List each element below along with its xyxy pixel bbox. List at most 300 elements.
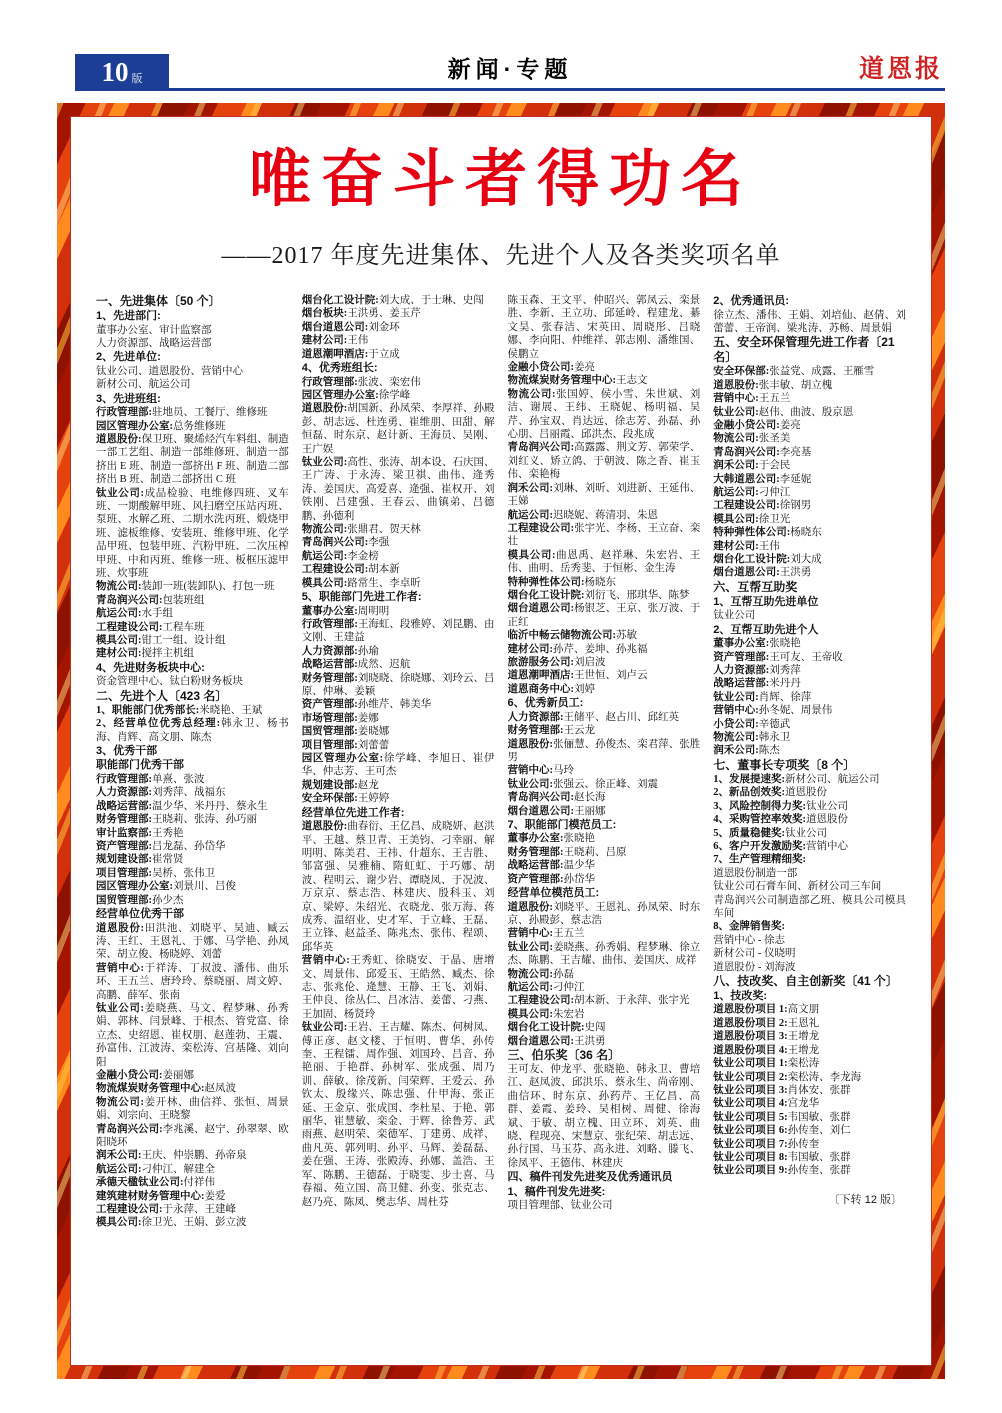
names-line: 道恩股份制造一部 — [713, 867, 798, 879]
award-entry: 建筑建材财务管理中心:姜爱 — [96, 1190, 226, 1202]
entry-label: 行政管理部: — [96, 773, 152, 785]
page-unit-label: 版 — [131, 73, 143, 85]
award-entry: 园区管理办公室:总务维修班 — [96, 420, 226, 432]
entry-label: 道恩商务中心: — [507, 683, 574, 695]
names-line: 道恩股份 - 刘海波 — [713, 961, 796, 973]
award-entry: 工程建设公司:胡本新、于永萍、张宇光 — [507, 995, 690, 1007]
award-entry: 航运公司:李金榜 — [301, 550, 379, 562]
award-entry: 模具公司:徐卫光 — [713, 513, 791, 525]
award-entry: 物流煤炭财务管理中心:赵凤波 — [96, 1083, 236, 1095]
entry-label: 烟台板块: — [301, 308, 348, 320]
entry-label: 项目管理部: — [301, 739, 358, 751]
entry-label: 财务管理部: — [507, 846, 564, 858]
award-entry: 模具公司:朱宏岩 — [507, 1008, 585, 1020]
award-entry: 烟台板块:王洪勇、姜玉芹 — [301, 308, 421, 320]
entry-label: 物流公司: — [507, 968, 553, 980]
award-entry: 钛业公司项目 6:孙传奎、刘仁 — [713, 1125, 851, 1137]
entry-label: 董事办公室: — [713, 638, 770, 650]
names-line: 青岛润兴公司制造部乙班、模具公司模具车间 — [713, 894, 906, 919]
award-entry: 钛业公司项目 4:宫龙华 — [713, 1098, 820, 1110]
award-entry: 园区管理办公室:徐学峰 — [301, 389, 411, 401]
award-entry: 钛业公司项目 3:肖体安、张群 — [713, 1084, 851, 1096]
entry-label: 财务管理部: — [507, 725, 564, 737]
entry-label: 物流公司: — [96, 1096, 145, 1108]
award-entry: 模具公司:曲恩禹、赵祥琳、朱宏岩、王伟、曲明、岳秀斐、于恒彬、金生涛 — [507, 549, 701, 575]
award-entry: 工程建设公司:胡本新 — [301, 564, 400, 576]
award-entry: 钛业公司:姜晓燕、孙秀娟、程梦琳、徐立杰、陈鹏、王吉耀、曲伟、姜国庆、成祥 — [507, 941, 701, 967]
entry-label: 园区管理办公室: — [301, 389, 379, 401]
entry-label: 润禾公司: — [96, 1150, 142, 1162]
entry-label: 董事办公室: — [301, 605, 358, 617]
award-entry: 道恩股份:张丰敏、胡立槐 — [713, 379, 833, 391]
entry-label: 建材公司: — [301, 335, 348, 347]
award-entry: 钛业公司项目 9:孙传奎、张群 — [713, 1165, 851, 1177]
award-entry: 道恩商务中心:刘婷 — [507, 683, 595, 695]
award-entry: 小贷公司:辛德武 — [713, 718, 791, 730]
award-entry: 烟台化工设计院:刘大成 — [713, 554, 822, 565]
section-heading: 1、互帮互助先进单位 — [713, 595, 819, 608]
names-line: 陈玉森、王文平、仲昭兴、郭凤云、栾景胜、李新、王立功、邱延岭、程建龙、綦文昊、张春洁、宋英田、周晓彤、吕晓娜、李向阳、仲维祥、郭志刚、潘维国、侯鹏立 — [507, 295, 701, 360]
entry-label: 金融小贷公司: — [507, 362, 574, 374]
award-entry: 战略运营部:温少华、米丹丹、蔡永生 — [96, 800, 268, 812]
award-entry: 航运公司:刁仲江 — [713, 486, 791, 498]
award-entry: 审计监察部:王秀艳 — [96, 827, 184, 839]
columns — [96, 294, 906, 1364]
entry-label: 行政管理部: — [301, 618, 358, 630]
award-entry: 资产管理部:孙维芹、韩美华 — [301, 699, 432, 711]
award-entry: 园区管理办公室:刘景川、吕俊 — [96, 881, 236, 893]
entry-label: 模具公司: — [96, 635, 142, 647]
entry-label: 物流公司: — [301, 524, 348, 535]
entry-label: 烟台道恩公司: — [713, 567, 780, 579]
award-entry: 航运公司:迟晓妮、蒋清羽、朱恩 — [507, 509, 658, 521]
award-entry: 营销中心:王秀虹、徐晓安、于晶、唐增文、周景伟、邱爱玉、王皓然、臧杰、徐志、张兆伦、逄慧、王静、王飞、刘娟、王仲良、徐丛仁、吕冰洁、姜蕾、刁燕、王加固、杨贤玲 — [301, 955, 495, 1020]
names-line: 王可友、仲龙平、张晓艳、韩永卫、曹培江、赵凤波、邱洪乐、蔡永生、尚帝刚、曲信环、时东京、孙药芹、王亿昌、高群、姜霞、姜玲、吴相树、周健、徐海斌、于敏、胡立槐、田立环、刘英、曲晓、程现亮、宋慧京、张纪荣、胡志远、孙行国、马玉芬、高永进、刘略、滕飞、徐凤平、王德伟、林建庆 — [507, 1064, 701, 1169]
entry-label: 旅游服务公司: — [507, 656, 574, 668]
entry-label: 1、发展提速奖: — [713, 773, 785, 785]
award-entry: 财务管理部:王云龙 — [507, 725, 595, 737]
entry-label: 航运公司: — [507, 509, 553, 521]
award-entry: 国贸管理部:孙少杰 — [96, 894, 184, 906]
entry-label: 钛业公司项目 3: — [713, 1084, 788, 1096]
award-entry: 烟台化工设计院:史闯 — [507, 1022, 606, 1034]
entry-label: 工程建设公司: — [96, 1204, 163, 1216]
entry-label: 青岛润兴公司: — [507, 442, 575, 454]
award-entry: 钛业公司项目 1:栾松涛 — [713, 1058, 820, 1070]
award-entry: 金融小贷公司:姜亮 — [507, 362, 595, 374]
award-entry: 物流公司:姜开林、曲信祥、张恒、周景娟、刘宗向、王晓黎 — [96, 1096, 289, 1122]
award-entry: 青岛润兴公司:李强 — [301, 537, 390, 549]
award-entry: 规划建设部:崔常贤 — [96, 854, 184, 866]
entry-label: 金融小贷公司: — [713, 419, 780, 431]
entry-label: 钛业公司: — [96, 1002, 145, 1014]
entry-label: 钛业公司项目 2: — [713, 1071, 788, 1083]
award-entry: 人力资源部:孙瑜 — [301, 645, 379, 657]
entry-label: 烟台化工设计院: — [507, 1022, 585, 1034]
entry-label: 钛业公司: — [507, 941, 554, 953]
award-entry — [713, 853, 906, 866]
entry-label: 青岛润兴公司: — [96, 1123, 163, 1135]
award-entry: 6、客户开发激励奖:营销中心 — [713, 840, 848, 852]
entry-label: 特种弹性体公司: — [713, 527, 791, 539]
entry-label: 董事办公室: — [507, 833, 564, 845]
award-entry: 青岛润兴公司:李亮基 — [713, 446, 812, 458]
entry-label: 烟台化工设计院: — [507, 589, 585, 601]
award-entry: 2、新品创效奖:道恩股份 — [713, 787, 827, 799]
award-entry: 董事办公室:周明明 — [301, 605, 390, 617]
award-entry: 钛业公司:肖辉、徐萍 — [713, 691, 812, 703]
entry-label: 模具公司: — [301, 577, 348, 589]
names-line: 营销中心 - 徐志 — [713, 934, 785, 946]
entry-label: 模具公司: — [507, 549, 556, 561]
entry-label: 模具公司: — [713, 513, 759, 525]
entry-label: 道恩股份: — [301, 821, 348, 833]
names-line: 新材公司 - 仪晓明 — [713, 948, 796, 960]
entry-label: 项目管理部: — [96, 867, 152, 879]
section-heading: 1、先进部门: — [96, 310, 161, 322]
entry-label: 物流公司: — [96, 581, 142, 593]
award-entry: 战略运营部:温少华 — [507, 860, 595, 872]
award-entry: 大韩道恩公司:李延妮 — [713, 473, 812, 485]
entry-label: 钛业公司: — [713, 691, 759, 703]
entry-label: 战略运营部: — [301, 659, 358, 671]
entry-label: 钛业公司项目 8: — [713, 1151, 788, 1163]
entry-label: 道恩股份项目 2: — [713, 1017, 788, 1029]
entry-label: 8、金牌销售奖: — [713, 921, 785, 933]
award-entry: 钛业公司项目 5:韦国敏、张群 — [713, 1111, 851, 1123]
entry-label: 审计监察部: — [96, 827, 152, 839]
entry-label: 6、客户开发激励奖: — [713, 840, 806, 852]
award-entry: 润禾公司:陈杰 — [713, 745, 780, 757]
entry-label: 道恩潮呷酒店: — [507, 670, 574, 682]
names-line: 钛业公司、道恩股份、营销中心 — [96, 365, 243, 377]
entry-label: 营销中心: — [96, 962, 145, 974]
award-entry: 安全环保部:王婷婷 — [301, 793, 390, 805]
section-heading: 六、互帮互助奖 — [713, 579, 798, 594]
award-entry: 营销中心:于祥涛、丁叔波、潘伟、曲乐环、王五兰、唐玲玲、蔡晓丽、周文婷、高鹏、薛军、张南 — [96, 962, 289, 1001]
award-entry: 2、经营单位优秀总经理:韩永卫、杨书海、肖辉、高文朋、陈杰 — [96, 718, 289, 743]
section-heading: 6、优秀新员工: — [507, 697, 584, 710]
entry-label: 建筑建材财务管理中心: — [96, 1190, 205, 1202]
award-entry: 道恩股份:张俪慧、孙俊杰、栾君萍、张胜男 — [507, 738, 701, 763]
entry-label: 园区管理办公室: — [96, 420, 173, 432]
entry-label: 工程建设公司: — [713, 500, 780, 512]
entry-label: 航运公司: — [507, 982, 553, 993]
entry-label: 模具公司: — [507, 1008, 553, 1020]
entry-label: 人力资源部: — [301, 645, 358, 657]
award-entry: 青岛润兴公司:李兆溪、赵宁、孙翠翠、欧阳晓环 — [96, 1123, 289, 1149]
entry-label: 园区管理办公室: — [301, 753, 384, 764]
entry-label: 烟台化工设计院: — [713, 554, 791, 565]
entry-label: 青岛润兴公司: — [507, 792, 574, 804]
entry-label: 钛业公司: — [96, 487, 145, 499]
award-entry: 青岛润兴公司:包装班组 — [96, 594, 205, 606]
award-entry: 烟台道恩公司:王洪勇 — [507, 1035, 606, 1047]
entry-label: 国贸管理部: — [96, 894, 152, 906]
entry-label: 营销中心: — [713, 393, 759, 405]
award-entry: 烟台化工设计院:刘衍飞、邢琪华、陈梦 — [507, 589, 690, 601]
entry-label: 烟台道恩公司: — [301, 321, 369, 333]
award-entry: 航运公司:刁仲江、解建全 — [96, 1163, 215, 1175]
flame-border-frame — [57, 103, 945, 1379]
award-entry: 钛业公司:王岩、王吉耀、陈杰、何树凤、傅正彦、赵文楼、于恒明、曹华、孙传奎、王程镭、周作强、刘国玲、吕音、孙艳丽、于艳群、孙树军、张成强、周乃训、薛敏、徐茂新、闫荣辉、王爱云、孙钦太、殷缘兴、陈忠强、什甲海、张正延、王金京、张成国、李杜星、于艳、郭丽华、崔慧敏、栾金、于辉、徐鲁芳、武雨燕、赵明荣、栾德军、丁建勇、成祥、曲凡英、郭列明、孙平、马辉、姜磊磊、姜在强、王涛、张殿涛、孙娜、盖浩、王军、陈鹏、王德磊、于晓雯、步士喜、马春福、苑立国、高卫健、孙变、张克志、赵乃亮、陈凤、樊志华、周杜芬 — [301, 1022, 495, 1208]
entry-label: 航运公司: — [96, 1163, 142, 1175]
entry-label: 航运公司: — [96, 608, 142, 620]
award-entry: 项目管理部:刘蕾蕾 — [301, 739, 390, 751]
page-number: 10 — [101, 57, 129, 87]
names-line: 人力资源部、战略运营部 — [96, 337, 212, 349]
section-heading: 经营单位模范员工: — [507, 887, 600, 900]
award-entry: 道恩股份:刘晓平、王恩礼、孙凤荣、时东京、孙殿彭、蔡志浩 — [507, 901, 701, 926]
entry-label: 烟台道恩公司: — [507, 805, 574, 817]
entry-label: 润禾公司: — [713, 460, 759, 472]
award-entry: 1、职能部门优秀部长:米晓艳、王斌 — [96, 704, 263, 716]
entry-label: 园区管理办公室: — [96, 881, 173, 893]
award-entry: 临沂中畅云储物流公司:苏敏 — [507, 630, 637, 642]
entry-label: 道恩股份: — [507, 901, 554, 913]
award-entry: 安全环保部:张益党、成露、王雁雪 — [713, 366, 875, 378]
award-entry: 1、发展提速奖:新材公司、航运公司 — [713, 773, 880, 785]
award-entry: 道恩股份项目 4:王增龙 — [713, 1044, 820, 1056]
award-entry: 人力资源部:王储平、赵占川、邱红英 — [507, 711, 679, 723]
entry-label: 1、职能部门优秀部长: — [96, 704, 200, 716]
entry-label: 战略运营部: — [713, 678, 770, 690]
award-entry: 钛业公司:姜晓燕、马文、程梦琳、孙秀娟、郭林、闫景峰、于根杰、管党富、徐立杰、史绍恩、崔权朋、赵莲勃、王震、孙富伟、江波涛、栾松涛、宫基隆、刘向阳 — [96, 1002, 289, 1068]
award-entry: 建材公司:王伟 — [301, 335, 369, 347]
entry-label: 道恩股份项目 1: — [713, 1004, 788, 1016]
entry-label: 行政管理部: — [96, 407, 152, 419]
entry-label: 大韩道恩公司: — [713, 473, 780, 485]
entry-label: 物流煤炭财务管理中心: — [507, 375, 616, 387]
entry-label: 道恩股份项目 4: — [713, 1044, 788, 1056]
section-heading: 三、伯乐奖〔36 名〕 — [507, 1048, 621, 1063]
entry-label: 战略运营部: — [507, 860, 564, 872]
article-subtitle: ——2017 年度先进集体、先进个人及各类奖项名单 — [221, 243, 781, 269]
award-entry: 金融小贷公司:姜丽娜 — [96, 1070, 194, 1081]
entry-label: 青岛润兴公司: — [96, 594, 163, 606]
award-entry: 物流公司:张鼎君、贺天林 — [301, 524, 421, 535]
section-heading: 3、优秀干部 — [96, 744, 158, 757]
award-entry: 道恩股份:田洪池、刘晓平、吴迪、臧云涛、王红、王恩礼、于娜、马学艳、孙凤荣、胡立俊、杨晓婷、刘蕾 — [96, 922, 289, 961]
section-heading: 4、先进财务板块中心: — [96, 661, 205, 674]
entry-label: 承德天楹钛业公司: — [96, 1177, 184, 1189]
entry-label: 财务管理部: — [96, 814, 152, 826]
entry-label: 安全环保部: — [713, 366, 770, 378]
text-column-1 — [96, 294, 289, 1364]
section-heading: 八、技改奖、自主创新奖〔41 个〕 — [713, 973, 898, 988]
names-line: 徐立杰、潘伟、王娟、刘培仙、赵倩、刘蕾蕾、王帝润、梁兆涛、苏畅、周景娟 — [713, 309, 906, 334]
entry-label: 钛业公司项目 6: — [713, 1125, 788, 1137]
section-heading: 四、稿件刊发先进奖及优秀通讯员 — [507, 1171, 673, 1184]
award-entry: 道恩股份项目 2:王恩礼 — [713, 1017, 820, 1029]
entry-label: 润禾公司: — [507, 482, 554, 494]
award-entry: 钛业公司:成品检验、电维修四班、叉车班、一期酸解甲班、风扫磨空压站丙班、泵班、水解乙班、二期水洗丙班、煅烧甲班、滤板维修、安装班、维修甲班、化学品甲班、包装甲班、汽粉甲班、二次压榨甲班、中和丙班、维修一班、板框压滤甲班、炊事班 — [96, 487, 289, 579]
award-entry: 道恩股份:曲春衍、王亿昌、成晓妍、赵洪平、王越、蔡卫青、王美钧、刁幸丽、解明明、陈美君、王祎、什超东、王吉胜、邹富强、吴雅楠、隋虹虹、于巧娜、胡波、程明云、谢少岩、谭晓凤、于况波、万京京、蔡志浩、林建庆、殷科玉、刘京、梁婷、朱绍光、衣晓龙、张万海、蒋成秀、温绍业、史才军、于立峰、王磊、王立锋、赵益圣、陈兆杰、张伟、程颂、邱华英 — [301, 821, 495, 953]
award-entry: 钛业公司项目 7:孙传奎 — [713, 1138, 820, 1150]
entry-label: 建材公司: — [96, 648, 142, 660]
award-entry: 规划建设部:赵龙 — [301, 779, 379, 791]
award-entry: 道恩股份项目 1:高文朋 — [713, 1004, 820, 1016]
award-entry: 物流公司:装卸一班(装卸队)、打包一班 — [96, 581, 275, 593]
award-entry: 承德天楹钛业公司:付祥伟 — [96, 1177, 215, 1189]
award-entry: 战略运营部:成然、迟航 — [301, 659, 411, 671]
entry-label: 工程建设公司: — [301, 564, 369, 576]
award-entry: 烟台道恩公司:刘金环 — [301, 321, 400, 333]
award-entry: 钛业公司:张强云、徐正峰、刘震 — [507, 778, 658, 790]
section-heading: 1、稿件刊发先进奖: — [507, 1185, 606, 1198]
award-entry: 润禾公司:王庆、仲崇鹏、孙帝泉 — [96, 1150, 247, 1162]
award-entry: 旅游服务公司:刘启波 — [507, 656, 606, 668]
section-title: 新闻·专题 — [447, 56, 573, 82]
entry-label: 营销中心: — [713, 705, 759, 717]
award-entry: 物流公司:韩永卫 — [713, 732, 791, 744]
award-entry: 5、质量稳健奖:钛业公司 — [713, 827, 827, 839]
section-heading: 经营单位优秀干部 — [96, 908, 184, 921]
entry-label: 资产管理部: — [713, 651, 770, 663]
award-entry: 烟台道恩公司:杨银芝、王京、张万波、于正红 — [507, 603, 701, 628]
entry-label: 道恩股份: — [96, 922, 145, 934]
section-heading: 一、先进集体〔50 个〕 — [96, 294, 221, 308]
entry-label: 财务管理部: — [301, 672, 358, 684]
section-heading: 五、安全环保管理先进工作者〔21 名〕 — [713, 335, 895, 365]
entry-label: 4、采购管控率效奖: — [713, 814, 806, 826]
entry-label: 2、新品创效奖: — [713, 787, 785, 799]
entry-label: 钛业公司项目 4: — [713, 1098, 788, 1110]
award-entry: 工程建设公司:徐钢男 — [713, 500, 812, 512]
entry-label: 市场管理部: — [301, 712, 358, 724]
entry-label: 钛业公司: — [507, 778, 553, 790]
award-entry: 物流公司:孙磊 — [507, 968, 574, 980]
award-entry: 资产管理部:孙岱华 — [507, 873, 595, 885]
award-entry: 行政管理部:单熹、张波 — [96, 773, 205, 785]
entry-label: 资产管理部: — [301, 699, 358, 711]
entry-label: 5、质量稳健奖: — [713, 827, 785, 839]
entry-label: 小贷公司: — [713, 718, 759, 730]
entry-label: 资产管理部: — [96, 841, 152, 852]
entry-label: 人力资源部: — [96, 787, 152, 799]
award-entry: 项目管理部:吴桥、张伟卫 — [96, 867, 215, 879]
award-entry: 行政管理部:驻地员、工餐厅、维修班 — [96, 407, 268, 419]
entry-label: 人力资源部: — [713, 665, 770, 677]
award-entry: 工程建设公司:于永萍、王建峰 — [96, 1204, 236, 1216]
entry-label: 资产管理部: — [507, 873, 564, 885]
award-entry: 模具公司:钳工一组、设计组 — [96, 635, 226, 647]
entry-label: 建材公司: — [507, 643, 553, 655]
names-line: 资金管理中心、钛白粉财务板块 — [96, 676, 243, 688]
entry-label: 临沂中畅云储物流公司: — [507, 630, 616, 642]
entry-label: 钛业公司: — [713, 406, 759, 418]
award-entry: 航运公司:水手组 — [96, 608, 173, 620]
section-heading: 5、职能部门先进工作者: — [301, 591, 422, 604]
award-entry: 4、采购管控率效奖:道恩股份 — [713, 814, 848, 826]
entry-label: 钛业公司项目 9: — [713, 1165, 788, 1177]
award-entry: 钛业公司项目 2:栾松涛、李龙海 — [713, 1071, 862, 1083]
entry-label: 青岛润兴公司: — [301, 537, 369, 549]
award-entry: 钛业公司:赵伟、曲波、殷京恩 — [713, 406, 854, 418]
entry-label: 工程建设公司: — [96, 621, 163, 633]
award-entry: 财务管理部:王晓莉、张涛、孙巧丽 — [96, 814, 257, 826]
section-heading: 2、优秀通讯员: — [713, 295, 790, 307]
section-heading: 7、职能部门模范员工: — [507, 818, 617, 831]
text-column-3 — [508, 294, 701, 1364]
entry-label: 青岛润兴公司: — [713, 446, 780, 458]
entry-label: 道恩股份: — [301, 403, 348, 415]
page-header — [75, 52, 945, 91]
award-entry: 营销中心:马玲 — [507, 765, 574, 777]
section-heading: 职能部门优秀干部 — [96, 759, 184, 772]
text-column-4 — [713, 294, 906, 1364]
entry-label: 烟台道恩公司: — [507, 1035, 574, 1047]
entry-label: 钛业公司: — [301, 456, 348, 468]
award-entry: 烟台道恩公司:王洪勇 — [713, 567, 812, 579]
entry-label: 烟台化工设计院: — [301, 295, 379, 306]
award-entry: 行政管理部:张波、栾宏伟 — [301, 376, 421, 388]
award-entry: 航运公司:刁仲江 — [507, 982, 585, 993]
names-line: 项目管理部、钛业公司 — [507, 1200, 613, 1212]
section-heading: 二、先进个人〔423 名〕 — [96, 688, 228, 703]
award-entry: 青岛润兴公司:赵长海 — [507, 792, 606, 804]
entry-label: 道恩潮呷酒店: — [301, 348, 369, 360]
award-entry: 营销中心:王五兰 — [713, 393, 791, 405]
entry-label: 钛业公司: — [301, 1022, 348, 1034]
article-title: 唯奋斗者得功名 — [248, 145, 753, 214]
award-entry: 人力资源部:刘秀萍 — [713, 665, 801, 677]
entry-label: 营销中心: — [507, 928, 553, 940]
entry-label: 钛业公司项目 1: — [713, 1058, 788, 1070]
award-entry: 钛业公司:高性、张涛、胡本设、石庆国、王广涛、于永涛、梁卫祺、曲伟、逄秀涛、姜国庆、高爱喜、逄强、崔权开、刘铁刚、吕建强、王春云、曲镇弟、吕德鹏、孙德利 — [301, 456, 495, 522]
names-line: 钛业公司 — [713, 610, 756, 622]
award-entry: 特种弹性体公司:杨晓东 — [507, 576, 616, 588]
entry-label: 特种弹性体公司: — [507, 576, 585, 588]
award-entry: 金融小贷公司:姜亮 — [713, 419, 801, 431]
section-heading: 3、先进班组: — [96, 392, 161, 405]
names-line: 新材公司、航运公司 — [96, 379, 191, 391]
award-entry: 资产管理部:王可友、王帝收 — [713, 651, 843, 663]
award-entry: 资产管理部:吕龙磊、孙岱华 — [96, 841, 226, 852]
entry-label: 行政管理部: — [301, 376, 358, 388]
section-heading: 七、董事长专项奖〔8 个〕 — [713, 757, 856, 772]
award-entry: 工程建设公司:张宇光、李杨、王立奋、栾壮 — [507, 522, 701, 548]
section-heading: 2、先进单位: — [96, 351, 161, 364]
award-entry: 行政管理部:王海虹、段雅婷、刘昆鹏、由文刚、王建益 — [301, 618, 495, 644]
entry-label: 规划建设部: — [96, 854, 152, 866]
award-entry: 钛业公司项目 8:韦国敏、张群 — [713, 1151, 851, 1163]
entry-label: 2、经营单位优秀总经理: — [96, 718, 221, 730]
award-entry: 工程建设公司:工程车班 — [96, 621, 205, 633]
entry-label: 战略运营部: — [96, 800, 152, 812]
award-entry: 模具公司:路常生、李卓昕 — [301, 577, 421, 589]
entry-label: 道恩股份: — [96, 433, 142, 445]
award-entry: 烟台道恩公司:王丽娜 — [507, 805, 606, 817]
entry-label: 航运公司: — [713, 486, 759, 498]
entry-label: 工程建设公司: — [507, 522, 575, 534]
entry-label: 道恩股份项目 3: — [713, 1031, 788, 1043]
award-entry: 润禾公司:刘琳、刘昕、刘进新、王延伟、王娣 — [507, 482, 701, 508]
award-entry: 道恩潮呷酒店:王世恒、刘卢云 — [507, 670, 648, 682]
section-heading: 经营单位先进工作者: — [301, 806, 405, 819]
award-entry: 园区管理办公室:徐学峰、李旭日、崔伊华、仲志芳、王可杰 — [301, 753, 495, 778]
text-column-2 — [302, 294, 495, 1364]
award-entry: 润禾公司:于会民 — [713, 460, 791, 472]
award-entry: 市场管理部:姜娜 — [301, 712, 379, 724]
award-entry: 董事办公室:张晓艳 — [713, 638, 801, 650]
entry-label: 7、生产管理精细奖: — [713, 854, 806, 866]
section-heading: 2、互帮互助先进个人 — [713, 623, 819, 636]
award-entry: 物流煤炭财务管理中心:王志文 — [507, 375, 648, 387]
entry-label: 钛业公司项目 7: — [713, 1138, 788, 1150]
award-entry: 烟台化工设计院:刘大成、于士琳、史闯 — [301, 295, 484, 306]
entry-label: 营销中心: — [507, 765, 553, 777]
